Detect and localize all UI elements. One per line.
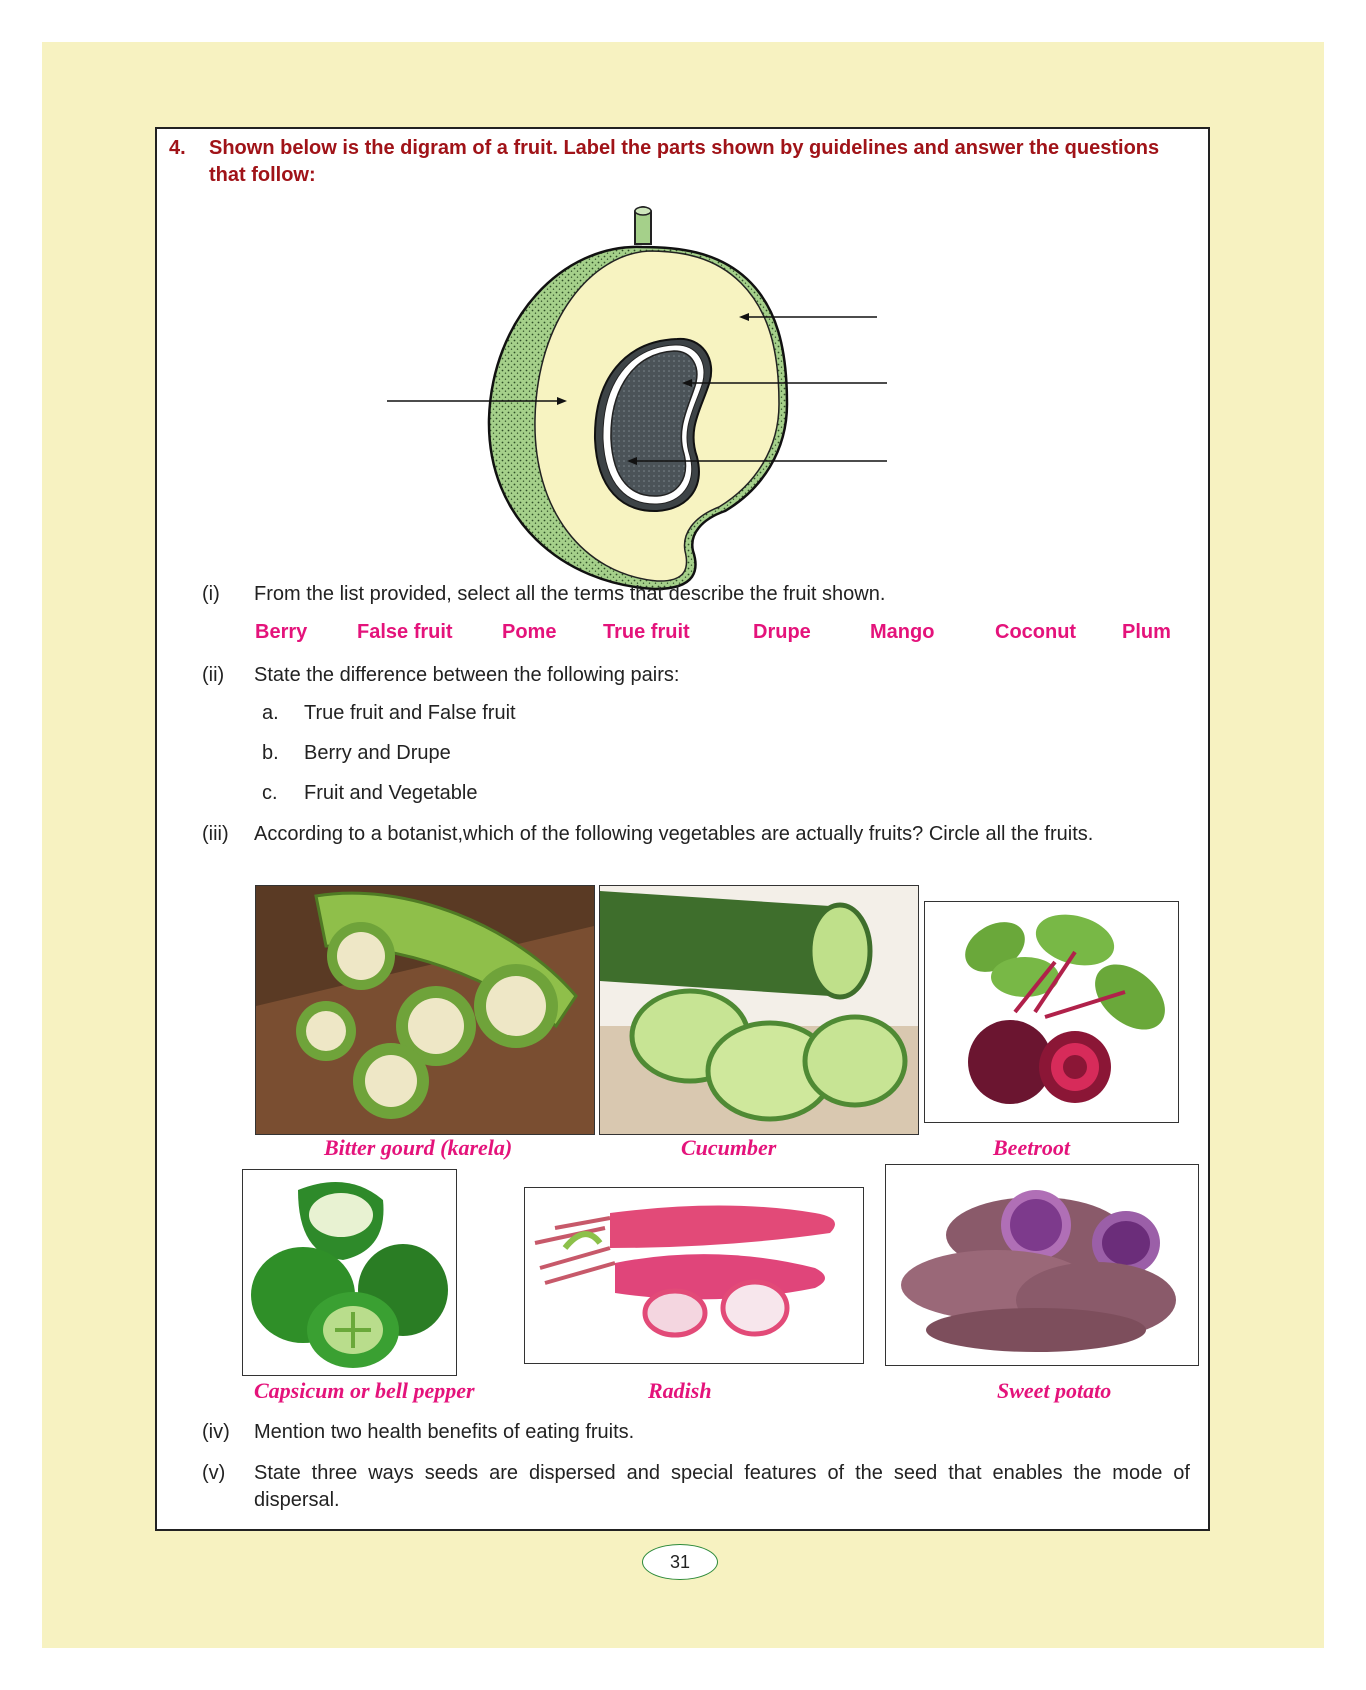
- term-false-fruit: False fruit: [357, 621, 453, 643]
- part-iv-number: (iv): [202, 1421, 230, 1443]
- term-drupe: Drupe: [753, 621, 811, 643]
- part-v-number: (v): [202, 1462, 226, 1484]
- part-iii-number: (iii): [202, 823, 229, 845]
- page-number: 31: [642, 1544, 718, 1580]
- photo-caption: Radish: [648, 1378, 712, 1403]
- sweet-potato-photo: [885, 1164, 1199, 1366]
- bitter-gourd-photo: [255, 885, 595, 1135]
- photo-caption: Beetroot: [993, 1135, 1070, 1160]
- term-coconut: Coconut: [995, 621, 1077, 643]
- term-plum: Plum: [1122, 621, 1171, 643]
- part-iii-text: According to a botanist,which of the following vegetables are actually fruits? Circle all the fruits.: [254, 823, 1094, 845]
- mango-fruit-section-icon: [387, 189, 1107, 604]
- part-i-number: (i): [202, 583, 220, 605]
- term-mango: Mango: [870, 621, 935, 643]
- photo-caption: Bitter gourd (karela): [324, 1135, 513, 1160]
- item-text: True fruit and False fruit: [304, 702, 516, 724]
- item-text: Berry and Drupe: [304, 742, 451, 764]
- photo-caption: Capsicum or bell pepper: [254, 1378, 475, 1403]
- question-number: 4.: [169, 137, 186, 159]
- part-ii-text: State the difference between the following pairs:: [254, 664, 680, 686]
- term-berry: Berry: [255, 621, 308, 643]
- term-true-fruit: True fruit: [603, 621, 690, 643]
- term-pome: Pome: [502, 621, 557, 643]
- part-i-text: From the list provided, select all the terms that describe the fruit shown.: [254, 583, 886, 605]
- photo-caption: Sweet potato: [997, 1378, 1112, 1403]
- part-v-text: State three ways seeds are dispersed and special features of the seed that enables the mode of dispersal.: [254, 1462, 1190, 1511]
- item-letter: a.: [262, 702, 279, 724]
- photo-caption: Cucumber: [681, 1135, 777, 1160]
- part-ii-number: (ii): [202, 664, 225, 686]
- bell-pepper-photo: [242, 1169, 457, 1376]
- item-text: Fruit and Vegetable: [304, 782, 478, 804]
- item-letter: c.: [262, 782, 278, 804]
- part-iv-text: Mention two health benefits of eating fruits.: [254, 1421, 635, 1443]
- item-letter: b.: [262, 742, 279, 764]
- question-prompt: Shown below is the digram of a fruit. Label the parts shown by guidelines and answer the questions that follow:: [209, 137, 1160, 186]
- beetroot-photo: [924, 901, 1179, 1123]
- radish-photo: [524, 1187, 864, 1364]
- cucumber-photo: [599, 885, 919, 1135]
- question-box: [155, 127, 1210, 1531]
